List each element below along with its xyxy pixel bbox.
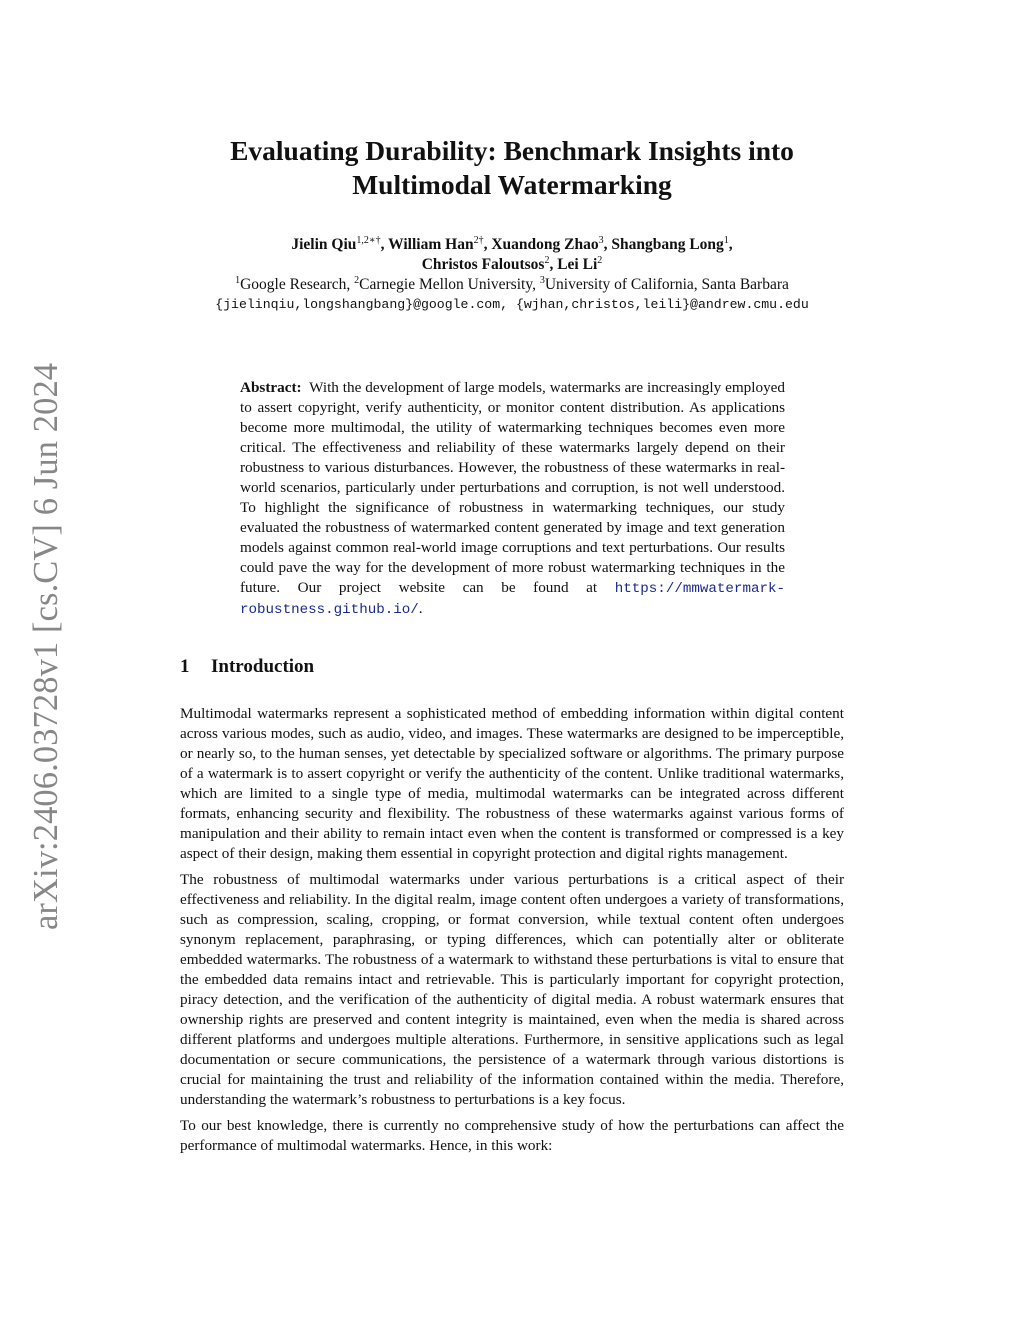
author-names: Jielin Qiu$^{1,2∗\dagger}$, William Han$^{2\dagger}$, Xuandong Zhao$^3$, Shangbang Long$^1$, Christos Faloutsos$^2$, Lei Li$^2$ [291, 234, 733, 273]
body-paragraph: The robustness of multimodal watermarks under various perturbations is a critical aspect of their effectiveness and reliability. In the digital realm, image content often undergoes a variety of transformations, such as compression, scaling, cropping, or format conversion, while textual content often undergoes synonym replacement, paraphrasing, or typing differences, which can potentially alter or obliterate embedded watermarks. The robustness of a watermark to withstand these perturbations is vital to ensure that the embedded data remains intact and retrievable. This is particularly important for copyright protection, piracy detection, and the verification of the authenticity of digital media. A robust watermark ensures that ownership rights are preserved and content integrity is maintained, even when the media is shared across different platforms and undergoes multiple alterations. Furthermore, in sensitive applications such as legal documentation or secure communications, the persistence of a watermark through various distortions is crucial for maintaining the trust and reliability of the information contained within the media. Therefore, understanding the watermark’s robustness to perturbations is a key focus. [180, 871, 844, 1108]
introduction-body [180, 704, 844, 1156]
author-block [160, 235, 864, 315]
abstract-label: Abstract: [240, 379, 302, 396]
affiliation-mark: 1 [235, 274, 241, 286]
affiliations: $^1$Google Research, $^2$Carnegie Mellon University, $^3$University of California, Santa Barbara [235, 274, 789, 293]
author-name: Lei Li [557, 256, 598, 273]
section-number: 1 [180, 656, 190, 677]
author-name: William Han [388, 236, 474, 253]
section-heading [180, 655, 314, 679]
affiliation-mark: 2 [354, 274, 360, 286]
body-paragraph: Multimodal watermarks represent a sophisticated method of embedding information within digital content across various modes, such as audio, video, and images. These watermarks are designed to be imperceptible, or nearly so, to the human senses, yet detectable by specialized software or algorithms. The primary purpose of a watermark is to assert copyright or verify the authenticity of the content. Unlike traditional watermarks, which are limited to a single type of media, multimodal watermarks can be integrated across different formats, enhancing security and flexibility. The robustness of these watermarks against various forms of manipulation and their ability to remain intact even when the content is transformed or compressed is a key aspect of their design, making them essential in copyright protection and digital rights management. [180, 705, 844, 862]
author-name: Jielin Qiu [291, 236, 357, 253]
project-website-link[interactable]: https://mmwatermark-robustness.github.io/ [240, 581, 786, 618]
abstract-end: . [418, 600, 423, 617]
abstract-text: With the development of large models, watermarks are increasingly employed to assert copyright, verify authenticity, or monitor content distribution. As applications become more multimodal, the utility of watermarking techniques becomes even more critical. The effectiveness and reliability of these watermarks largely depend on their robustness to various disturbances. However, the robustness of these watermarks in real-world scenarios, particularly under perturbations and corruption, is not well understood. To highlight the significance of robustness in watermarking techniques, our study evaluated the robustness of watermarked content generated by image and text generation models against common real-world image corruptions and text perturbations. Our results could pave the way for the development of more robust watermarking techniques in the future. Our project website can be found at [240, 379, 785, 596]
affiliation: University of California, Santa Barbara [544, 276, 789, 293]
author-name: Xuandong Zhao [491, 236, 599, 253]
section-title: Introduction [211, 656, 315, 677]
affiliation-mark: 3 [539, 274, 545, 286]
author-name: Shangbang Long [611, 236, 724, 253]
affiliation: Google Research [240, 276, 347, 293]
author-affiliation-mark: 3 [598, 234, 604, 246]
author-affiliation-mark: 1,2∗† [356, 234, 381, 246]
arxiv-stamp: arXiv:2406.03728v1 [cs.CV] 6 Jun 2024 [27, 362, 65, 930]
author-affiliation-mark: 2 [544, 254, 550, 266]
paper-title: Evaluating Durability: Benchmark Insights into Multimodal Watermarking [230, 135, 794, 200]
author-affiliation-mark: 1 [723, 234, 729, 246]
author-affiliation-mark: 2 [597, 254, 603, 266]
author-name: Christos Faloutsos [421, 256, 545, 273]
author-emails: {jielinqiu,longshangbang}@google.com, {wjhan,christos,leili}@andrew.cmu.edu [215, 297, 809, 312]
abstract [240, 378, 785, 620]
author-affiliation-mark: 2† [473, 234, 484, 246]
body-paragraph: To our best knowledge, there is currently no comprehensive study of how the perturbations can affect the performance of multimodal watermarks. Hence, in this work: [180, 1117, 844, 1154]
affiliation: Carnegie Mellon University [359, 276, 533, 293]
